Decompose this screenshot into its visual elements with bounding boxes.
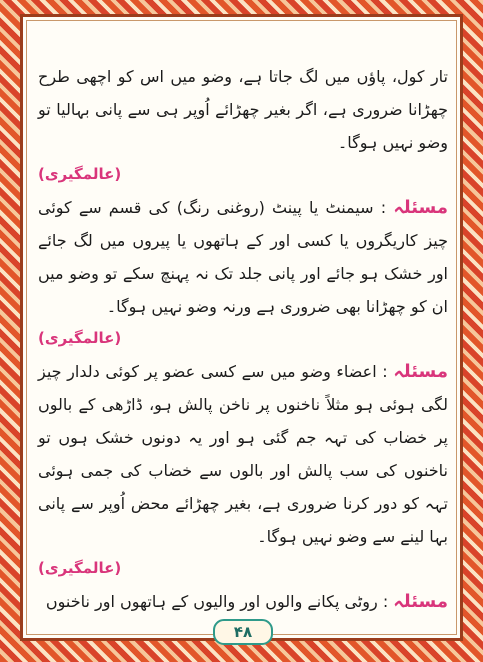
paragraph-text: : روٹی پکانے والوں اور والیوں کے ہاتھوں اور ناخنوں bbox=[45, 592, 389, 611]
reference-tag: (عالمگیری) bbox=[38, 559, 122, 577]
paragraph bbox=[38, 191, 448, 323]
masala-label: مسئلہ bbox=[393, 591, 448, 612]
paragraph-text: تار کول، پاؤں میں لگ جاتا ہے، وضو میں اس کو اچھی طرح چھڑانا ضروری ہے، اگر بغیر چھڑائے اُوپر ہی سے پانی بہالیا تو وضو نہیں ہوگا۔ bbox=[38, 67, 448, 152]
reference-tag: (عالمگیری) bbox=[38, 165, 122, 183]
paragraph bbox=[38, 585, 448, 618]
paragraph bbox=[38, 355, 448, 553]
paragraph-text: : اعضاء وضو میں سے کسی عضو پر کوئی دلدار چیز لگی ہوئی ہو مثلاً ناخنوں پر ناخن پالش ہو، ڈاڑھی کے بالوں پر خضاب کی تہہ جم گئی ہو اور یہ دونوں خشک ہوں تو ناخنوں کی سب پالش اور بالوں سے خضاب کی جمی ہوئی تہہ کو دور کرنا ضروری ہے، بغیر چھڑائے محض اُوپر سے پانی بہا لینے سے وضو نہیں ہوگا۔ bbox=[38, 362, 448, 546]
reference-tag: (عالمگیری) bbox=[38, 329, 122, 347]
page-number: ۴۸ bbox=[213, 619, 273, 645]
paragraph-text: : سیمنٹ یا پینٹ (روغنی رنگ) کی قسم سے کوئی چیز کاریگروں یا کسی اور کے ہاتھوں یا پیروں میں لگ جائے اور خشک ہو جائے اور پانی جلد تک نہ پہنچ سکے تو وضو میں ان کو چھڑانا بھی ضروری ہے ورنہ وضو نہیں ہوگا۔ bbox=[38, 198, 448, 316]
paragraph bbox=[38, 60, 448, 159]
page-content bbox=[38, 60, 449, 612]
masala-label: مسئلہ bbox=[393, 361, 449, 382]
masala-label: مسئلہ bbox=[393, 197, 449, 218]
